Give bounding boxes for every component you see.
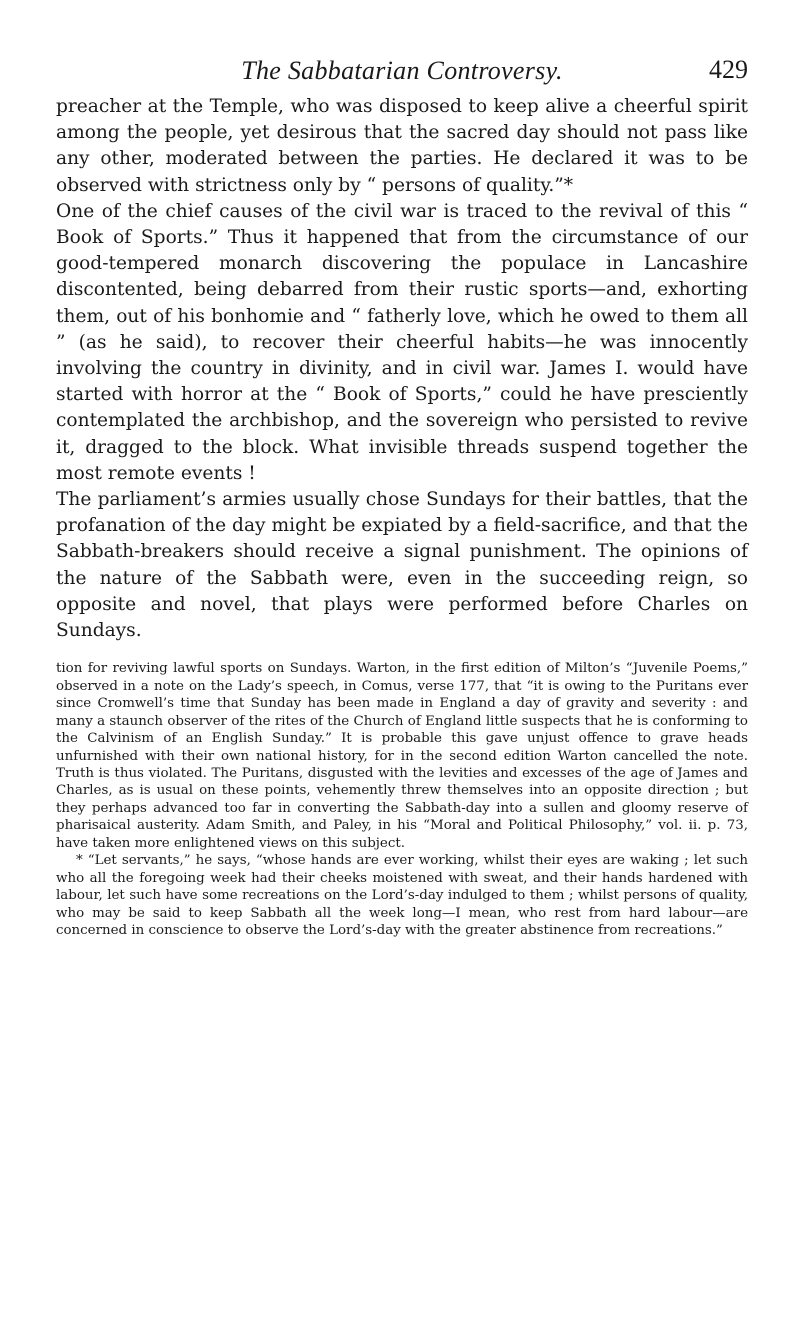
running-title: The Sabbatarian Controversy.: [241, 56, 563, 85]
footnote-star: * “Let servants,” he says, “whose hands are ever working, whilst their eyes are waking ; let such who all the foregoing week had their cheeks moistened with sweat, and their hands hardened with labour, let such have some recreations on the Lord’s-day indulged to them ; whilst persons of quality, who may be said to keep Sabbath all the week long—I mean, who rest from hard labour—are concerned in conscience to observe the Lord’s-day with the greater abstinence from recreations.”: [56, 853, 748, 939]
paragraph-3: The parliament’s armies usually chose Sundays for their battles, that the profanation of the day might be expiated by a field-sacrifice, and that the Sabbath-breakers should receive a signal punishment. The opinions of the nature of the Sabbath were, even in the succeeding reign, so opposite and novel, that plays were performed before Charles on Sundays.: [56, 489, 748, 642]
footnote-continued: tion for reviving lawful sports on Sundays. Warton, in the first edition of Milton’s “Juvenile Poems,” observed in a note on the Lady’s speech, in Comus, verse 177, that “it is owing to the Puritans ever since Cromwell’s time that Sunday has been made in England a day of gravity and severity : and many a staunch observer of the rites of the Church of England little suspects that he is conforming to the Calvinism of an English Sunday.” It is probable this gave unjust offence to grave heads unfurnished with their own national history, for in the second edition Warton cancelled the note. Truth is thus violated. The Puritans, disgusted with the levities and excesses of the age of James and Charles, as is usual on these points, vehemently threw themselves into an opposite direction ; but they perhaps advanced too far in converting the Sabbath-day into a sullen and gloomy reserve of pharisaical austerity. Adam Smith, and Paley, in his “Moral and Political Philosophy,” vol. ii. p. 73, have taken more enlightened views on this subject.: [56, 661, 748, 851]
main-text: [56, 94, 748, 644]
page-header: [56, 0, 748, 94]
footnotes: [56, 660, 748, 939]
page-number: 429: [709, 55, 748, 84]
paragraph-1: preacher at the Temple, who was disposed to keep alive a cheerful spirit among the people, yet desirous that the sacred day should not pass like any other, moderated between the parties. He declared it was to be observed with strictness only by “ persons of quality.”*: [56, 96, 748, 196]
paragraph-2: One of the chief causes of the civil war is traced to the revival of this “ Book of Sports.” Thus it happened that from the circumstance of our good-tempered monarch discovering the populace in Lancashire discontented, being debarred from their rustic sports—and, exhorting them, out of his bonhomie and “ fatherly love, which he owed to them all ” (as he said), to recover their cheerful habits—he was innocently involving the country in divinity, and in civil war. James I. would have started with horror at the “ Book of Sports,” could he have presciently contemplated the archbishop, and the sovereign who persisted to revive it, dragged to the block. What invisible threads suspend together the most remote events !: [56, 200, 748, 484]
